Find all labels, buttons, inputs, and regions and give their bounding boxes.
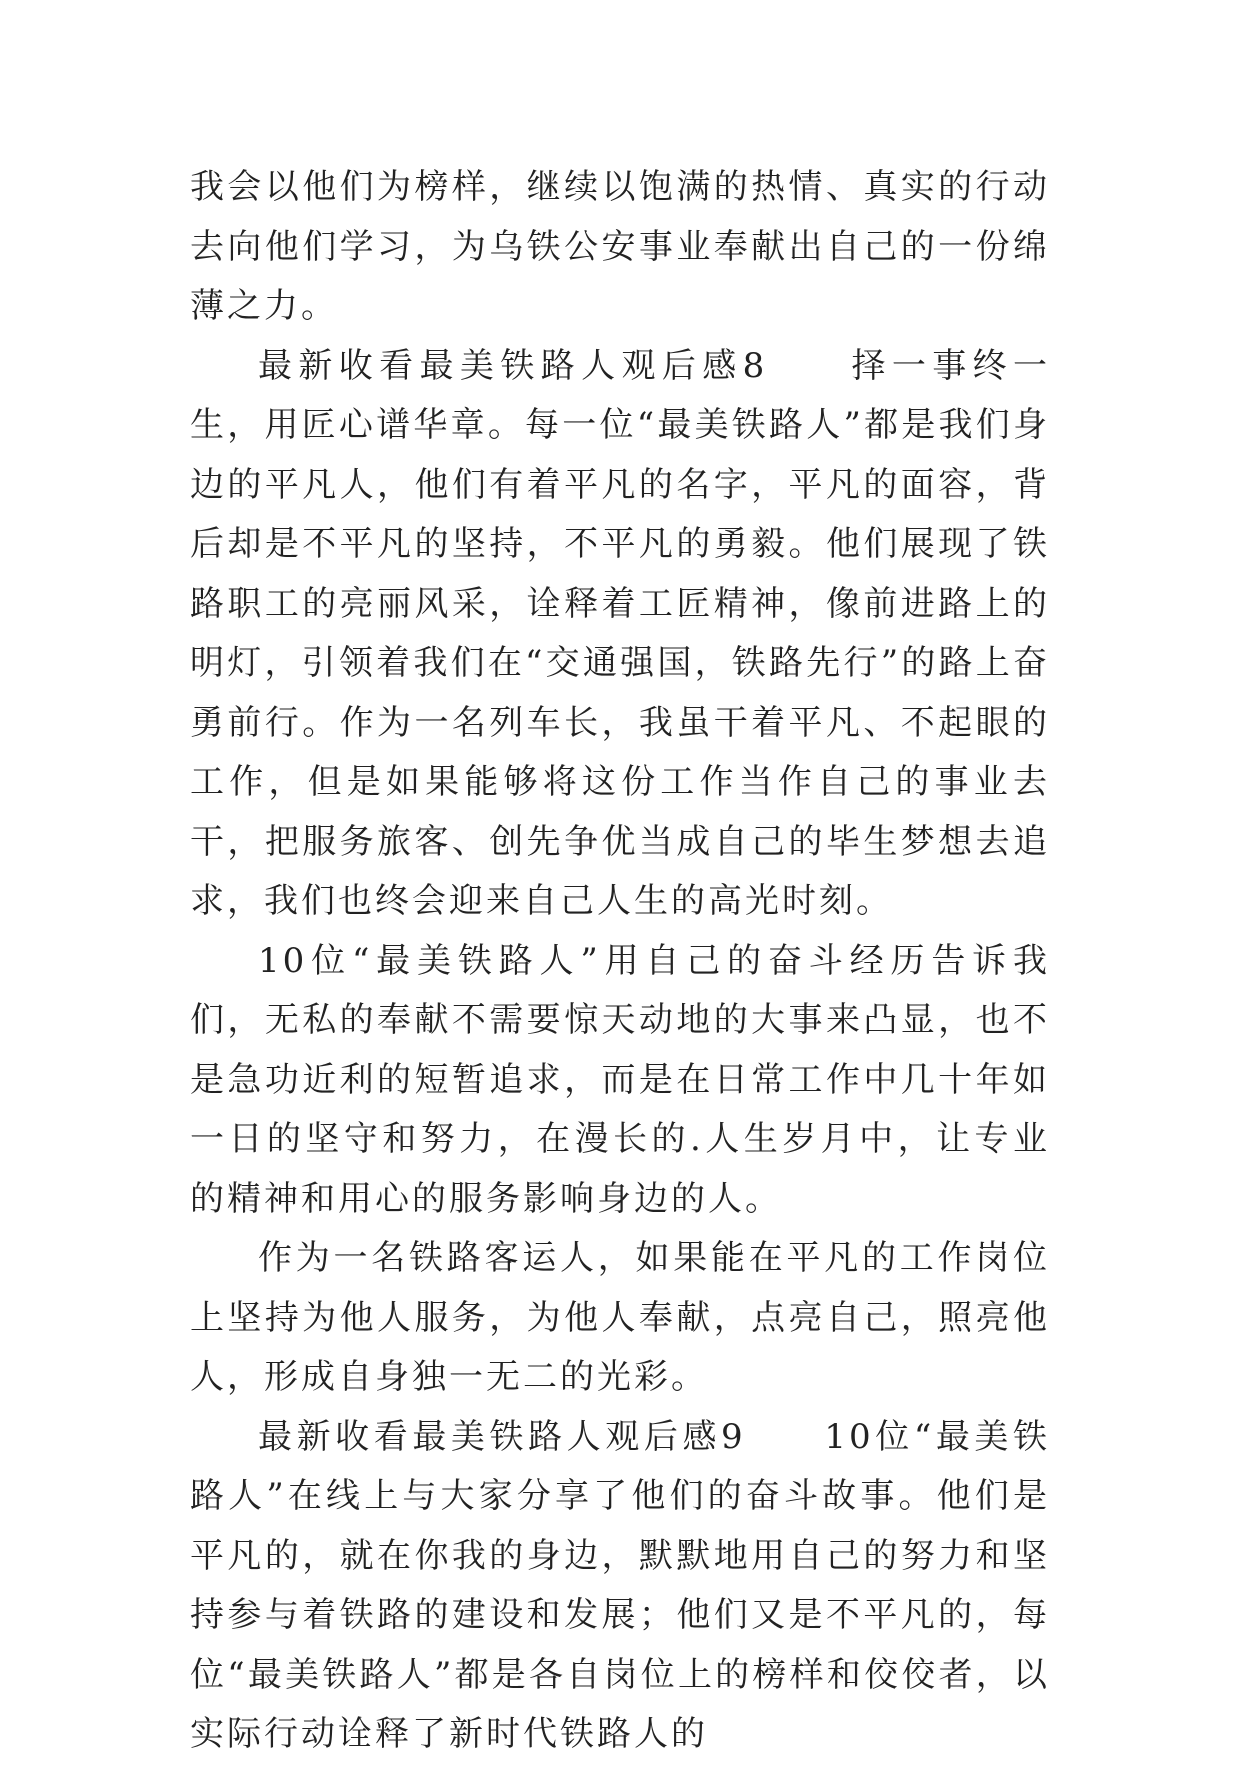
document-body (190, 158, 1050, 1765)
paragraph-2: 最新收看最美铁路人观后感8 择一事终一生，用匠心谱华章。每一位“最美铁路人”都是我们身边的平凡人，他们有着平凡的名字，平凡的面容，背后却是不平凡的坚持，不平凡的勇毅。他们展现了铁路职工的亮丽风采，诠释着工匠精神，像前进路上的明灯，引领着我们在“交通强国，铁路先行”的路上奋勇前行。作为一名列车长，我虽干着平凡、不起眼的工作，但是如果能够将这份工作当作自己的事业去干，把服务旅客、创先争优当成自己的毕生梦想去追求，我们也终会迎来自己人生的高光时刻。 (190, 345, 1050, 921)
paragraph-1: 我会以他们为榜样，继续以饱满的热情、真实的行动去向他们学习，为乌铁公安事业奉献出自己的一份绵薄之力。 (190, 167, 1050, 326)
paragraph-4: 作为一名铁路客运人，如果能在平凡的工作岗位上坚持为他人服务，为他人奉献，点亮自己，照亮他人，形成自身独一无二的光彩。 (190, 1238, 1050, 1397)
paragraph-3: 10位“最美铁路人”用自己的奋斗经历告诉我们，无私的奉献不需要惊天动地的大事来凸显，也不是急功近利的短暂追求，而是在日常工作中几十年如一日的坚守和努力，在漫长的.人生岁月中，让专业的精神和用心的服务影响身边的人。 (190, 940, 1050, 1219)
paragraph-5: 最新收看最美铁路人观后感9 10位“最美铁路人”在线上与大家分享了他们的奋斗故事。他们是平凡的，就在你我的身边，默默地用自己的努力和坚持参与着铁路的建设和发展；他们又是不平凡的，每位“最美铁路人”都是各自岗位上的榜样和佼佼者，以实际行动诠释了新时代铁路人的 (190, 1416, 1050, 1754)
